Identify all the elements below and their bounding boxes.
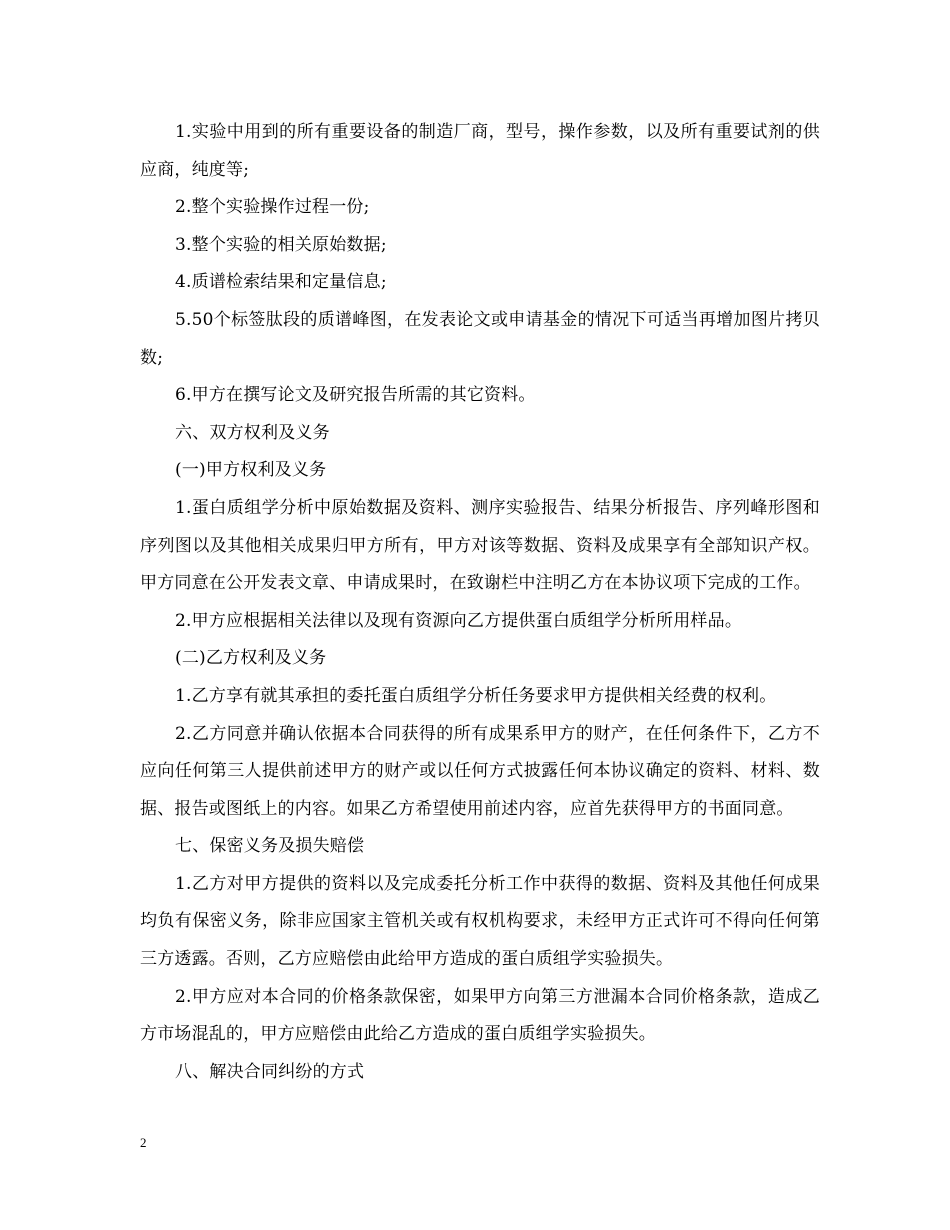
paragraph-party-a-ownership: 1.蛋白质组学分析中原始数据及资料、测序实验报告、结果分析报告、序列峰形图和序列图以及其他相关成果归甲方所有，甲方对该等数据、资料及成果享有全部知识产权。甲方同意在公开发表文章、申请成果时，在致谢栏中注明乙方在本协议项下完成的工作。 (140, 497, 820, 594)
page-number: 2 (140, 1135, 147, 1150)
paragraph-confidentiality-b: 1.乙方对甲方提供的资料以及完成委托分析工作中获得的数据、资料及其他任何成果均负有保密义务，除非应国家主管机关或有权机构要求，未经甲方正式许可不得向任何第三方透露。否则，乙方应赔偿由此给甲方造成的蛋白质组学实验损失。 (140, 873, 820, 970)
paragraph-party-b-funding: 1.乙方享有就其承担的委托蛋白质组学分析任务要求甲方提供相关经费的权利。 (175, 685, 777, 706)
paragraph-procedure: 2.整个实验操作过程一份; (175, 197, 370, 218)
paragraph-ms-results: 4.质谱检索结果和定量信息; (175, 272, 387, 293)
subheading-party-b: (二)乙方权利及义务 (175, 648, 327, 669)
subheading-party-a: (一)甲方权利及义务 (175, 460, 327, 481)
paragraph-party-a-samples: 2.甲方应根据相关法律以及现有资源向乙方提供蛋白质组学分析所用样品。 (175, 610, 743, 631)
section-heading-confidentiality: 七、保密义务及损失赔偿 (175, 836, 365, 857)
section-heading-disputes: 八、解决合同纠纷的方式 (175, 1061, 365, 1082)
paragraph-confidentiality-a: 2.甲方应对本合同的价格条款保密，如果甲方向第三方泄漏本合同价格条款，造成乙方市场混乱的，甲方应赔偿由此给乙方造成的蛋白质组学实验损失。 (140, 986, 820, 1045)
section-heading-rights: 六、双方权利及义务 (175, 422, 330, 443)
paragraph-raw-data: 3.整个实验的相关原始数据; (175, 234, 387, 255)
document-body (140, 114, 820, 1091)
paragraph-other-materials: 6.甲方在撰写论文及研究报告所需的其它资料。 (175, 385, 536, 406)
paragraph-peak-maps: 5.50个标签肽段的质谱峰图，在发表论文或申请基金的情况下可适当再增加图片拷贝数; (140, 309, 820, 368)
paragraph-party-b-property: 2.乙方同意并确认依据本合同获得的所有成果系甲方的财产，在任何条件下，乙方不应向任何第三人提供前述甲方的财产或以任何方式披露任何本协议确定的资料、材料、数据、报告或图纸上的内容。如果乙方希望使用前述内容，应首先获得甲方的书面同意。 (140, 723, 820, 819)
paragraph-equipment-info: 1.实验中用到的所有重要设备的制造厂商，型号，操作参数，以及所有重要试剂的供应商，纯度等; (140, 122, 820, 180)
